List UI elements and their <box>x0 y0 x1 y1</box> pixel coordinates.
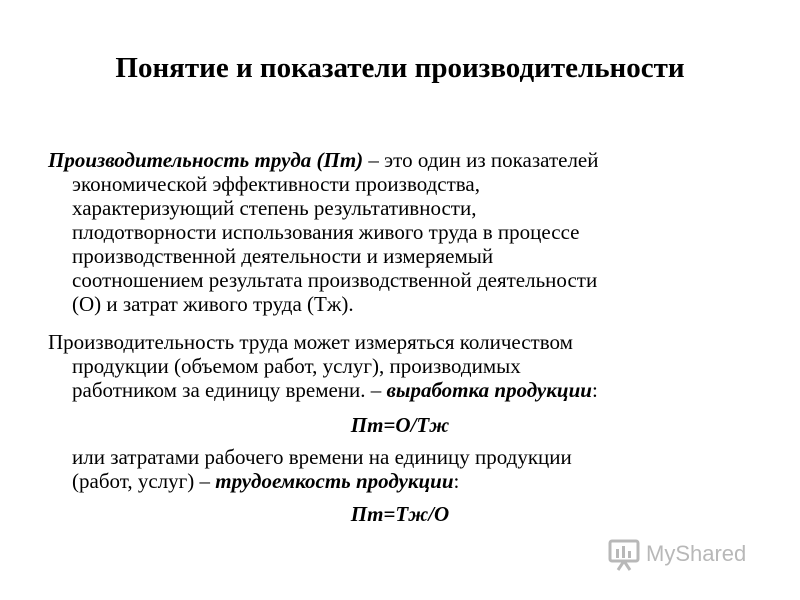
definition-paragraph <box>48 148 760 316</box>
output-line: Производительность труда может измеряться количеством <box>48 330 573 354</box>
labor-intensity-term: трудоемкость продукции <box>215 469 454 493</box>
logo-text: MyShared <box>646 541 747 566</box>
output-line: продукции (объемом работ, услуг), производимых <box>72 354 521 378</box>
slide-title: Понятие и показатели производительности <box>115 52 685 84</box>
output-paragraph <box>48 330 760 402</box>
definition-line: плодотворности использования живого труда в процессе <box>72 220 580 244</box>
definition-intro: – это один из показателей <box>363 148 599 172</box>
definition-line: характеризующий степень результативности, <box>72 196 477 220</box>
myshared-logo-icon <box>608 537 642 571</box>
output-line-prefix: работником за единицу времени. – <box>72 378 387 402</box>
labor-line-prefix: (работ, услуг) – <box>72 469 216 493</box>
output-term: выработка продукции <box>386 378 592 402</box>
output-colon: : <box>591 378 598 402</box>
definition-term: Производительность труда (Пт) <box>48 148 364 172</box>
myshared-logo <box>608 537 746 571</box>
labor-line: или затратами рабочего времени на единицу продукции <box>72 445 572 469</box>
definition-line: экономической эффективности производства, <box>72 172 481 196</box>
formula-labor-intensity: Пт=Тж/О <box>350 502 450 526</box>
definition-line: производственной деятельности и измеряемый <box>72 244 494 268</box>
definition-line: (О) и затрат живого труда (Тж). <box>72 292 354 316</box>
definition-line: соотношением результата производственной деятельности <box>72 268 598 292</box>
labor-colon: : <box>453 469 460 493</box>
labor-intensity-paragraph <box>48 445 760 493</box>
formula-output: Пт=О/Тж <box>350 413 450 437</box>
